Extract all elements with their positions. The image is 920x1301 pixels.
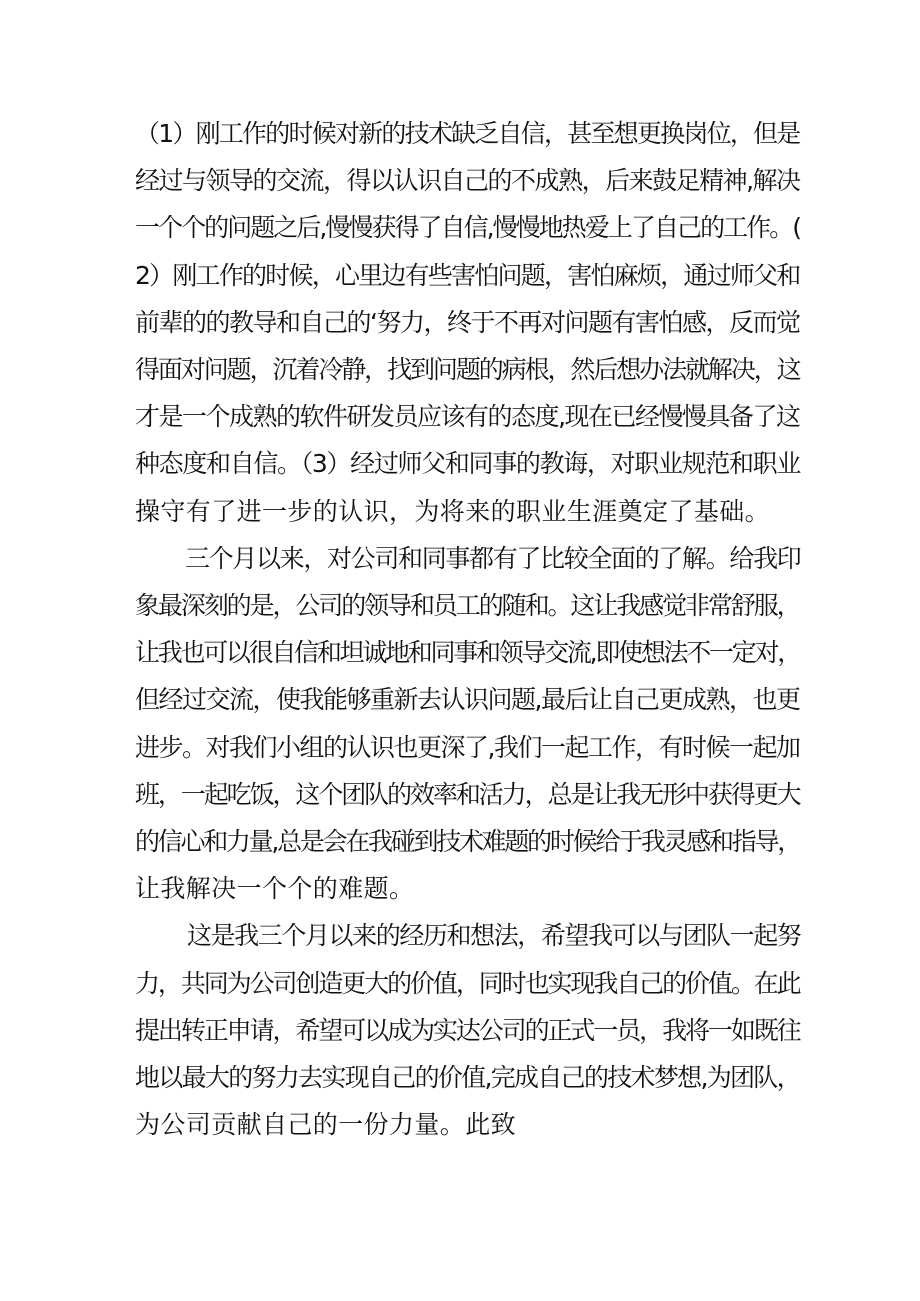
text-line: 前辈的的教导和自己的‘努力，终于不再对问题有害怕感，反而觉 <box>135 307 800 337</box>
text-line: 地以最大的努力去实现自己的价值,完成自己的技术梦想,为团队， <box>135 1063 800 1093</box>
text-line: 让我也可以很自信和坦诚地和同事和领导交流,即使想法不一定对， <box>135 638 800 668</box>
text-line: 进步。对我们小组的认识也更深了,我们一起工作，有时候一起加 <box>135 732 800 762</box>
text-line: 才是一个成熟的软件研发员应该有的态度,现在已经慢慢具备了这 <box>135 402 800 432</box>
text-line: 这是我三个月以来的经历和想法，希望我可以与团队一起努 <box>187 921 801 951</box>
text-line: 2）刚工作的时候，心里边有些害怕问题，害怕麻烦，通过师父和 <box>135 260 800 290</box>
text-line: 班，一起吃饭，这个团队的效率和活力，总是让我无形中获得更大 <box>135 779 800 809</box>
text-line: 种态度和自信。（3）经过师父和同事的教诲，对职业规范和职业 <box>135 449 801 479</box>
text-line: 象最深刻的是，公司的领导和员工的随和。这让我感觉非常舒服， <box>135 591 800 621</box>
text-line: 经过与领导的交流，得以认识自己的不成熟，后来鼓足精神,解决 <box>135 166 800 196</box>
text-line: 一个个的问题之后,慢慢获得了自信,慢慢地热爱上了自己的工作。( <box>135 213 801 243</box>
text-line: 让我解决一个个的难题。 <box>135 874 415 904</box>
text-line: 力，共同为公司创造更大的价值，同时也实现我自己的价值。在此 <box>135 968 800 998</box>
text-line: （1）刚工作的时候对新的技术缺乏自信，甚至想更换岗位，但是 <box>135 119 800 148</box>
paragraph-3 <box>135 912 800 1148</box>
body-text <box>135 110 800 1148</box>
paragraph-1 <box>135 110 800 535</box>
text-line: 得面对问题，沉着冷静，找到问题的病根，然后想办法就解决，这 <box>135 355 800 385</box>
text-line: 的信心和力量,总是会在我碰到技术难题的时候给于我灵感和指导， <box>135 827 800 857</box>
text-line: 操守有了进一步的认识，为将来的职业生涯奠定了基础。 <box>135 496 771 526</box>
paragraph-2 <box>135 535 800 913</box>
text-line: 但经过交流，使我能够重新去认识问题,最后让自己更成熟，也更 <box>135 685 800 715</box>
text-line: 三个月以来，对公司和同事都有了比较全面的了解。给我印 <box>185 543 801 573</box>
text-line: 为公司贡献自己的一份力量。此致 <box>135 1110 517 1140</box>
text-line: 提出转正申请，希望可以成为实达公司的正式一员，我将一如既往 <box>135 1015 800 1045</box>
